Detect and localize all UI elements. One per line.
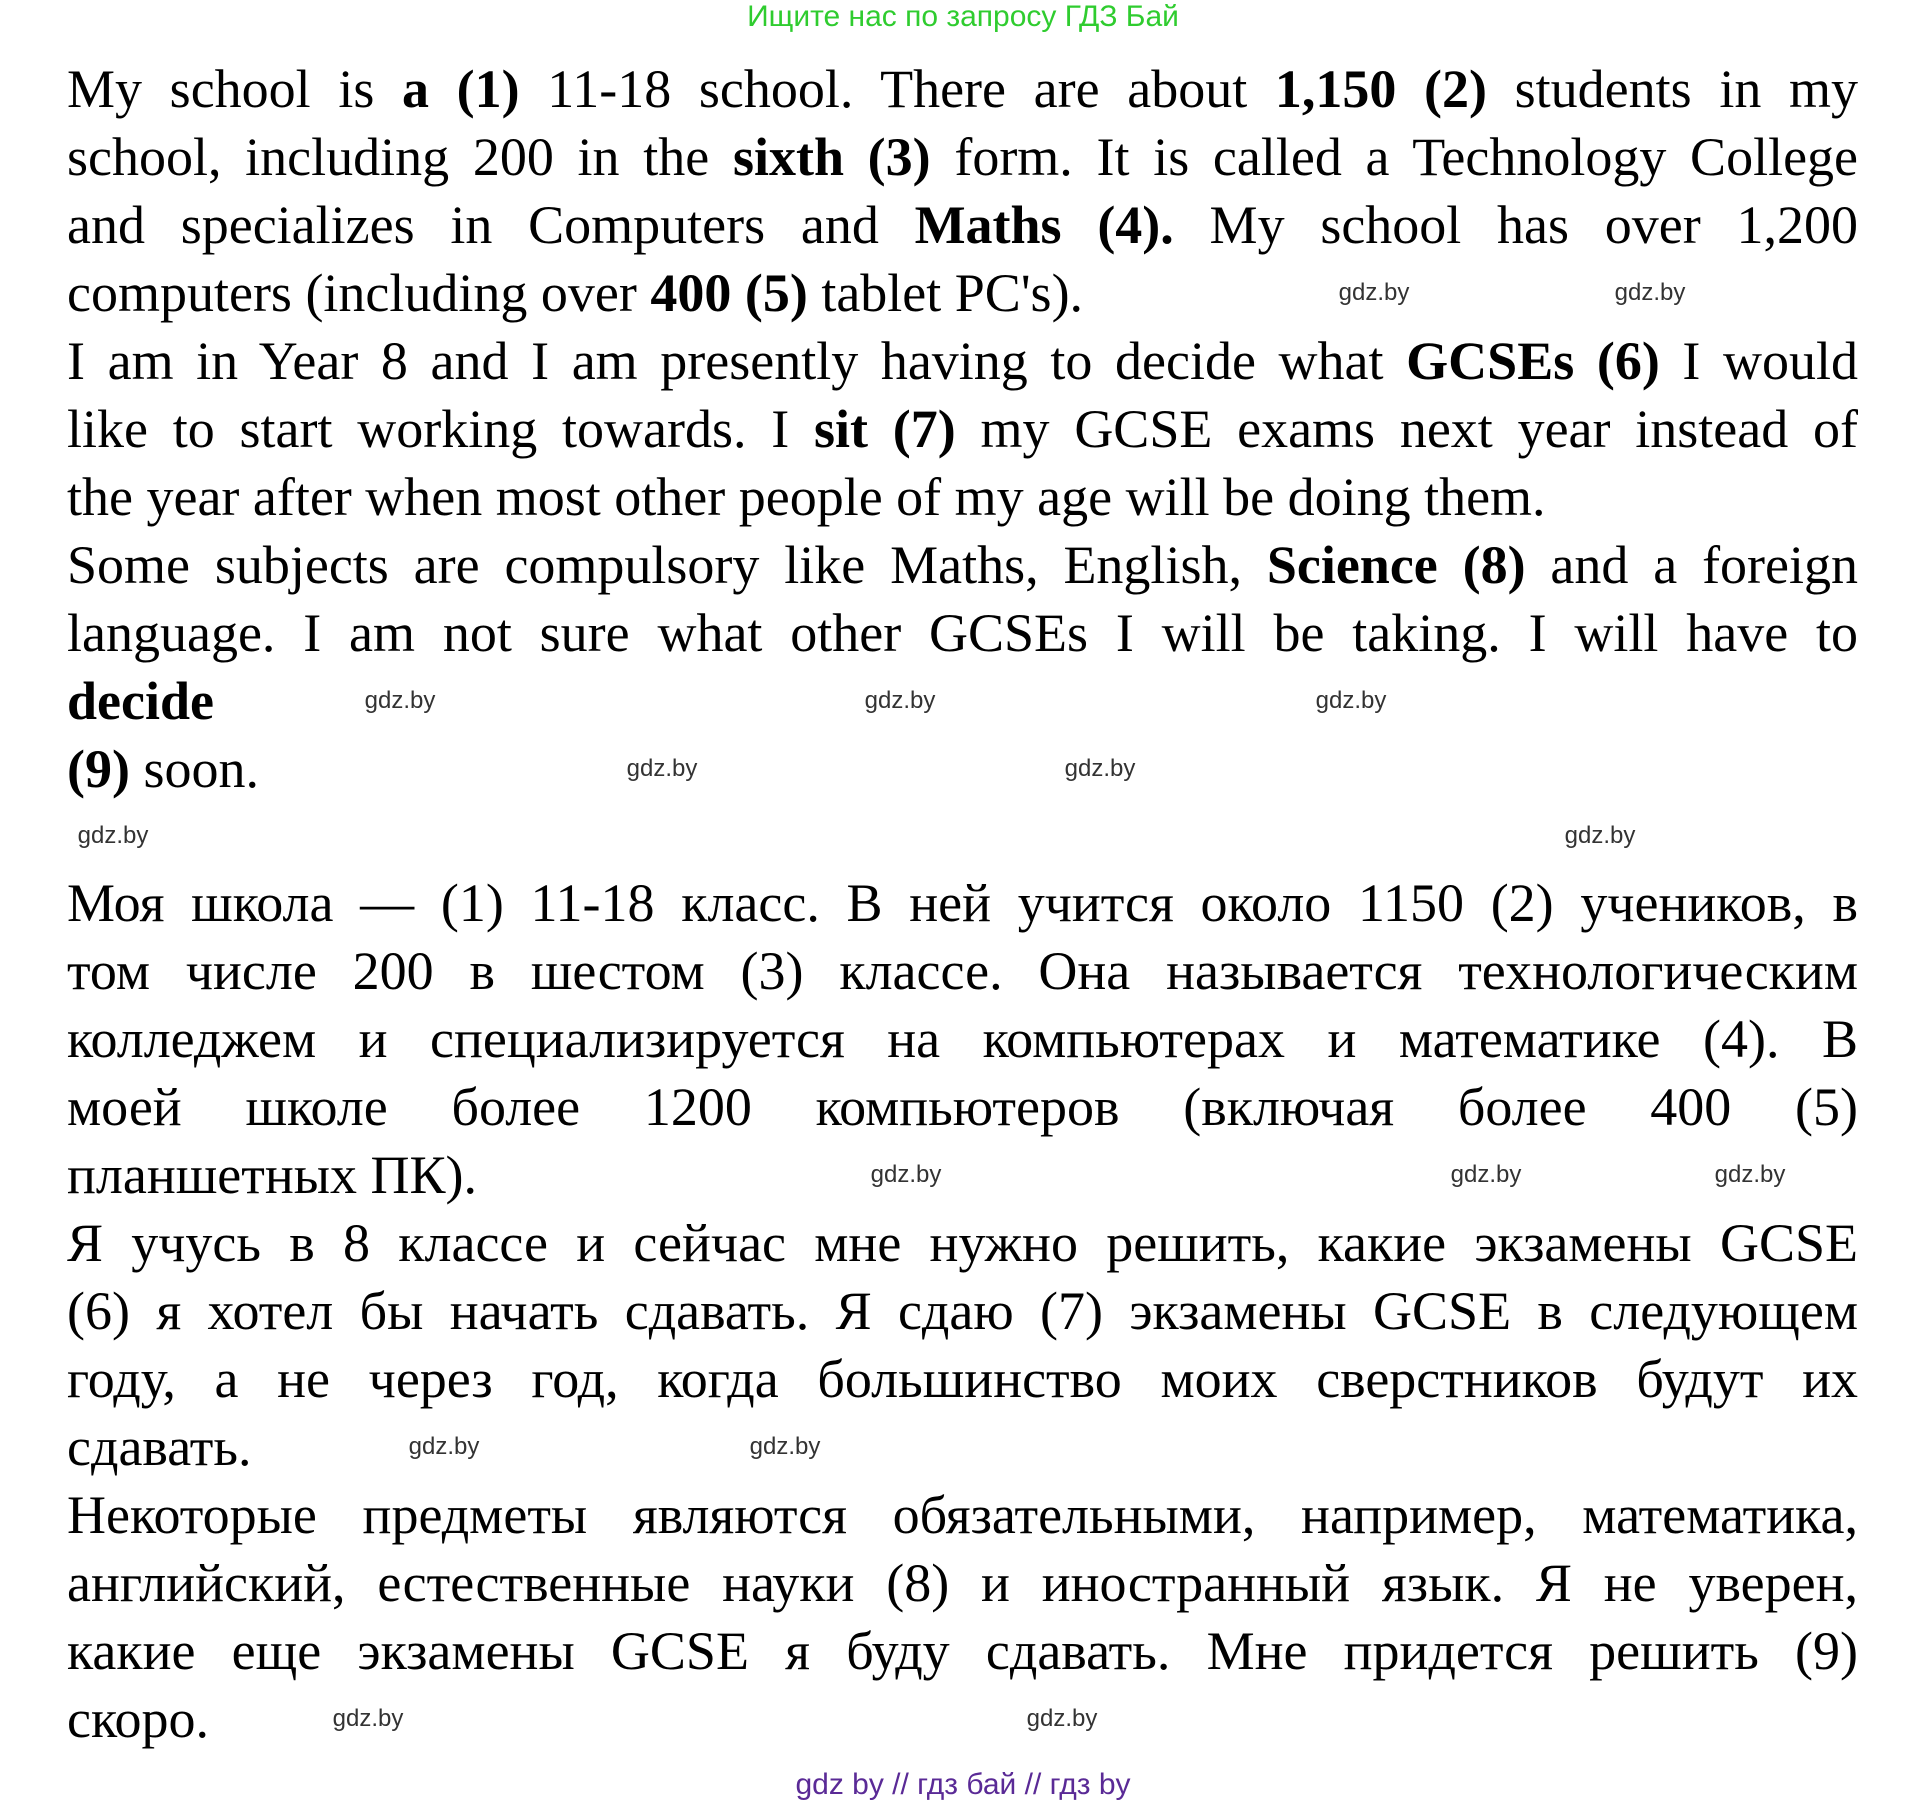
text-segment: My school is — [67, 59, 402, 119]
text-segment: My school has over 1,200 — [1173, 195, 1858, 255]
watermark-text: gdz.by — [1450, 1161, 1522, 1188]
text-segment: language. I am not sure what other GCSEs I will be taking. I will have to — [67, 603, 1858, 663]
english-paragraph-line — [67, 395, 1858, 463]
russian-translation-line — [67, 1005, 1858, 1073]
english-paragraph-line — [67, 531, 1858, 599]
watermark-text: gdz.by — [626, 755, 698, 782]
english-paragraph-line — [67, 735, 259, 803]
answer-text: 1,150 (2) — [1274, 59, 1487, 119]
watermark-text: gdz.by — [364, 687, 436, 714]
text-segment: планшетных ПК). — [67, 1145, 478, 1205]
text-segment: 11-18 school. There are about — [519, 59, 1275, 119]
watermark-text: gdz.by — [77, 822, 149, 849]
watermark-text: gdz.by — [749, 1433, 821, 1460]
watermark-text: gdz.by — [408, 1433, 480, 1460]
text-segment: скоро. — [67, 1689, 209, 1749]
watermark-text: gdz.by — [1026, 1705, 1098, 1732]
english-paragraph-line — [67, 191, 1858, 259]
text-segment: Моя школа — (1) 11-18 класс. В ней учится около 1150 (2) учеников, в — [67, 873, 1858, 933]
answer-text: a (1) — [402, 59, 520, 119]
text-segment: какие еще экзамены GCSE я буду сдавать. Мне придется решить (9) — [67, 1621, 1858, 1681]
russian-translation-line — [67, 937, 1858, 1005]
russian-translation-line — [67, 1413, 252, 1481]
watermark-text: gdz.by — [1315, 687, 1387, 714]
site-banner-header: Ищите нас по запросу ГДЗ Бай — [747, 0, 1179, 33]
text-segment: school, including 200 in the — [67, 127, 733, 187]
english-paragraph-line — [67, 55, 1858, 123]
text-segment: computers (including over — [67, 263, 651, 323]
russian-translation-line — [67, 1141, 477, 1209]
russian-translation-line — [67, 1549, 1858, 1617]
watermark-text: gdz.by — [1564, 822, 1636, 849]
text-segment: моей школе более 1200 компьютеров (включая более 400 (5) — [67, 1077, 1858, 1137]
text-segment: form. It is called a Technology College — [930, 127, 1859, 187]
text-segment: I would — [1659, 331, 1859, 391]
text-segment: году, а не через год, когда большинство моих сверстников будут их — [67, 1349, 1858, 1409]
text-segment: (6) я хотел бы начать сдавать. Я сдаю (7) экзамены GCSE в следующем — [67, 1281, 1858, 1341]
english-paragraph-line — [67, 667, 214, 735]
answer-text: decide — [67, 671, 214, 731]
russian-translation-line — [67, 869, 1858, 937]
english-paragraph-line — [67, 327, 1858, 395]
english-paragraph-line — [67, 599, 1858, 667]
english-paragraph-line — [67, 259, 1083, 327]
answer-text: GCSEs (6) — [1406, 331, 1660, 391]
answer-text: 400 (5) — [650, 263, 808, 323]
russian-translation-line — [67, 1617, 1858, 1685]
russian-translation-line — [67, 1481, 1858, 1549]
text-segment: английский, естественные науки (8) и иностранный язык. Я не уверен, — [67, 1553, 1858, 1613]
text-segment: сдавать. — [67, 1417, 252, 1477]
watermark-text: gdz.by — [870, 1161, 942, 1188]
russian-translation-line — [67, 1277, 1858, 1345]
russian-translation-line — [67, 1685, 209, 1753]
answer-text: Science (8) — [1266, 535, 1526, 595]
text-segment: the year after when most other people of my age will be doing them. — [67, 467, 1546, 527]
russian-translation-line — [67, 1345, 1858, 1413]
watermark-text: gdz.by — [864, 687, 936, 714]
text-segment: Я учусь в 8 классе и сейчас мне нужно решить, какие экзамены GCSE — [67, 1213, 1858, 1273]
watermark-text: gdz.by — [1614, 279, 1686, 306]
watermark-text: gdz.by — [1714, 1161, 1786, 1188]
text-segment: tablet PC's). — [807, 263, 1084, 323]
watermark-text: gdz.by — [332, 1705, 404, 1732]
english-paragraph-line — [67, 123, 1858, 191]
text-segment: том числе 200 в шестом (3) классе. Она называется технологическим — [67, 941, 1858, 1001]
answer-text: sixth (3) — [732, 127, 931, 187]
watermark-text: gdz.by — [1338, 279, 1410, 306]
english-paragraph-line — [67, 463, 1546, 531]
russian-translation-line — [67, 1209, 1858, 1277]
answer-text: sit (7) — [814, 399, 956, 459]
text-segment: like to start working towards. I — [67, 399, 815, 459]
text-segment: and a foreign — [1525, 535, 1859, 595]
answer-text: (9) — [67, 739, 130, 799]
text-segment: Some subjects are compulsory like Maths, English, — [67, 535, 1267, 595]
text-segment: soon. — [129, 739, 259, 799]
site-footer-links[interactable]: gdz by // гдз бай // гдз by — [795, 1768, 1131, 1801]
text-segment: I am in Year 8 and I am presently having to decide what — [67, 331, 1407, 391]
russian-translation-line — [67, 1073, 1858, 1141]
text-segment: my GCSE exams next year instead of — [955, 399, 1858, 459]
text-segment: Некоторые предметы являются обязательными, например, математика, — [67, 1485, 1858, 1545]
text-segment: students in my — [1487, 59, 1858, 119]
text-segment: колледжем и специализируется на компьютерах и математике (4). В — [67, 1009, 1858, 1069]
watermark-text: gdz.by — [1064, 755, 1136, 782]
text-segment: and specializes in Computers and — [67, 195, 915, 255]
answer-text: Maths (4). — [914, 195, 1174, 255]
